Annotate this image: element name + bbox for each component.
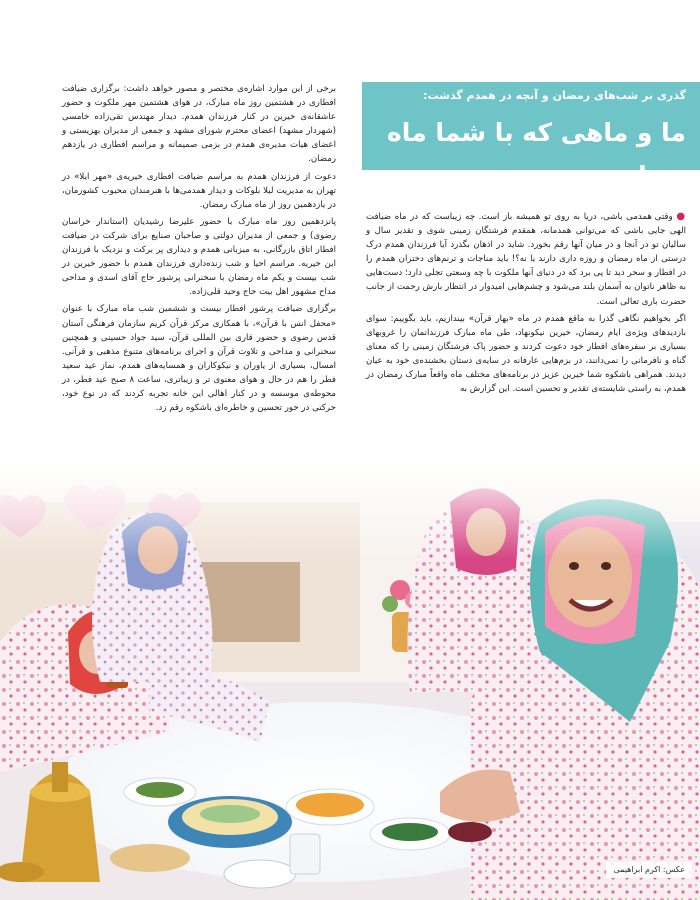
title-banner [362, 82, 700, 189]
photo-illustration [0, 462, 700, 900]
continuation-paragraph-4: برگزاری ضیافت پرشور افطار بیست و ششمین شب ماه مبارک با عنوان «محفل انس با قرآن»، با همکاری مرکز قرآن کریم سازمان فرهنگی آستان قدس رضوی و حضور قاری بین المللی قرآن، سید جواد حسینی و همچنین سخنرانی و مداحی و تلاوت قرآن و اجرای برنامه‌های متنوع مذهبی و قرآنی. امسال، بسیاری از یاوران و نیکوکاران و همسایه‌های همدم، نماز عید سعید فطر را هم در حال و هوای معنوی تر و زیباتری، ساعت ۸ صبح عید فطر، در محوطه‌ی موسسه و در کنار اهالی این خانه تجربه کردند که در نوع خود، حرکتی در خور تحسین و خاطره‌ای باشکوه رقم زد. [62, 304, 337, 414]
article-column-left [62, 82, 336, 418]
continuation-paragraph-2: دعوت از فرزندان همدم به مراسم ضیافت افطاری خیریه‌ی «مهر ایلا» در تهران به مدیریت لیلا بلوکات و دیدار همدمی‌ها با هنرمندان محبوب کشورمان، در یازدهمین روز از ماه مبارک رمضان. [62, 171, 336, 210]
bullet-icon: ● [676, 211, 687, 222]
continuation-paragraph-3: پانزدهمین روز ماه مبارک با حضور علیرضا رشیدیان (استاندار خراسان رضوی) و جمعی از مدیران دولتی و صاحبان صنایع برای شرکت در ضیافت افطار اتاق بازرگانی، به میزبانی همدم و دیداری پر برکت و نزدیک با فرزندان این خیریه. مراسم احیا و شب زنده‌داری فرزندان همدم با حضور خیرین در شب بیست و یکم ماه رمضان با سخنرانی پرشور حاج آقای اسدی و مداحی مداح مشهور اهل بیت حاج وحید قلی‌زاده. [62, 216, 336, 298]
continuation-paragraph-1: برخی از این موارد اشاره‌ی مختصر و مصور خواهد داشت: برگزاری ضیافت افطاری در هشتمین روز ماه مبارک، در هوای هشتمین مهر ملکوت و حضور عاشقانه‌ی خیرین در کنار فرزندان همدم. دیدار مهندس تقی‌زاده خامسی (شهردار مشهد) اعضای محترم شورای مشهد و جمعی از مدیران بهزیستی و اعضای هیات مدیره‌ی همدم در بزمی صمیمانه و مراسم افطاری در یازدهم رمضان. [62, 84, 336, 165]
article-headline: ما و ماهی که با شما ماه بود! [387, 118, 686, 189]
intro-paragraph-2: اگر بخواهیم نگاهی گذرا به ماقع همدم در ماه «بهار قرآن» بیندازیم، باید بگوییم: سوای بازدیدهای ویژه‌ی ایام رمضان، خیرین نیکونهاد، طی ماه مبارک فرزندانمان را غروبهای بسیاری بر سفره‌های افطار خود دعوت کردند و حضور پاک فرشتگان زمینی را که معنای گناه و نافرمانی را نمی‌دانند، در بزم‌هایی عارفانه در سایه‌ی دستان بخشنده‌ی خود به عیان دیدند. همراهی باشکوه شما خیرین عزیز در برنامه‌های مختلف ماه واقعاً مبارک رمضان در همدم، به راستی شایسته‌ی تقدیر و تحسین است. این گزارش به [366, 313, 686, 395]
photo-credit: عکس: اکرم ابراهیمی [606, 862, 692, 878]
article-photo [0, 462, 700, 900]
intro-paragraph-1: ● وقتی همدمی باشی، دریا به روی تو همیشه باز است. چه زیباست که در ماه ضیافت الهی جایی باشی که می‌توانی همدمانه، همقدم فرشتگان زمینی شوی و تقدیر سال و سالیان تو در آنجا و در میان آنها رقم بخورد. شاید در اذهان بگذرد آیا فرزندان همدم درک درستی از ماه رمضان و روزه داری دارند یا نه؟! باید مناجات و ترنم‌های دختران همدم را در افطار و سحر دید تا پی برد که در دنیای آنها ملکوت با چه وسعتی تجلی دارد؛ دست‌هایی به ظاهر ناتوان به آسمان بلند می‌شود و چشم‌هایی امیدوار در انتظار بارش رحمت از جانب حضرت باری تعالی است. [366, 211, 687, 307]
article-kicker: گذری بر شب‌های رمضان و آنچه در همدم گذشت: [423, 89, 686, 102]
article-column-right [366, 210, 686, 399]
